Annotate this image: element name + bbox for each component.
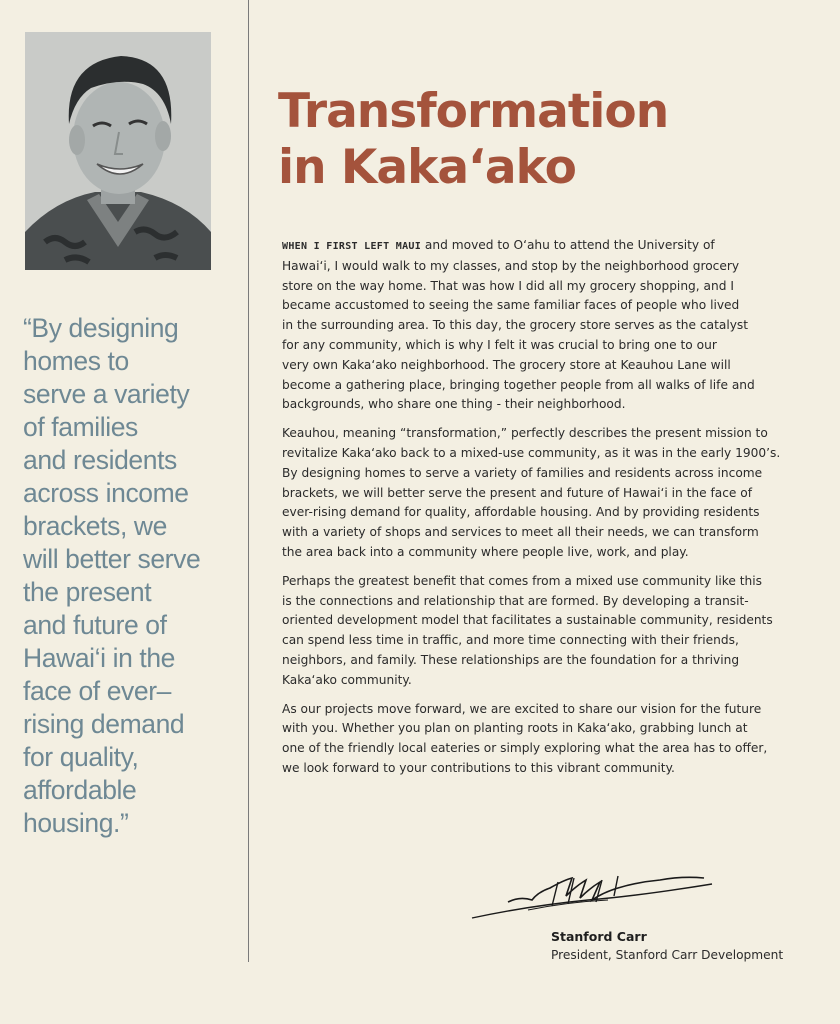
body-line: became accustomed to seeing the same familiar faces of people who lived (282, 298, 740, 313)
body-line: By designing homes to serve a variety of families and residents across income (282, 465, 763, 480)
body-line: with a variety of shops and services to meet all their needs, we can transform (282, 525, 759, 540)
body-line: become a gathering place, bringing together people from all walks of life and (282, 377, 755, 392)
body-line: can spend less time in traffic, and more time connecting with their friends, (282, 633, 739, 648)
quote-line: “By designing (23, 313, 179, 343)
quote-line: serve a variety (23, 379, 190, 409)
quote-line: the present (23, 577, 152, 607)
quote-line: will better serve (23, 544, 201, 574)
article-title (278, 84, 818, 196)
body-line: Hawai‘i, I would walk to my classes, and stop by the neighborhood grocery (282, 258, 740, 273)
body-line: store on the way home. That was how I did all my grocery shopping, and I (282, 278, 734, 293)
author-portrait (25, 32, 211, 270)
quote-line: for quality, (23, 742, 139, 772)
body-line: one of the friendly local eateries or simply exploring what the area has to offer, (282, 741, 768, 756)
body-line: we look forward to your contributions to this vibrant community. (282, 760, 675, 775)
body-line: backgrounds, who share one thing - their neighborhood. (282, 397, 626, 412)
body-line: brackets, we will better serve the present and future of Hawai‘i in the face of (282, 485, 753, 500)
body-line: neighbors, and family. These relationships are the foundation for a thriving (282, 652, 740, 667)
body-line (282, 236, 814, 257)
body-line-text: and moved to O‘ahu to attend the University of (421, 238, 715, 252)
body-line: Keauhou, meaning “transformation,” perfectly describes the present mission to (282, 426, 768, 441)
body-line: very own Kaka‘ako neighborhood. The grocery store at Keauhou Lane will (282, 357, 731, 372)
title-line: Transformation (278, 84, 669, 139)
quote-line: brackets, we (23, 511, 167, 541)
body-line: for any community, which is why I felt it was crucial to bring one to our (282, 337, 717, 352)
quote-line: Hawai‘i in the (23, 643, 176, 673)
quote-line: across income (23, 478, 189, 508)
column-divider (248, 0, 249, 962)
quote-line: homes to (23, 346, 129, 376)
author-name: Stanford Carr (551, 929, 647, 944)
body-line: As our projects move forward, we are excited to share our vision for the future (282, 701, 762, 716)
body-line: ever-rising demand for quality, affordable housing. And by providing residents (282, 505, 760, 520)
body-line: the area back into a community where people live, work, and play. (282, 544, 689, 559)
quote-line: affordable (23, 775, 137, 805)
pull-quote (23, 312, 238, 840)
body-line: with you. Whether you plan on planting roots in Kaka‘ako, grabbing lunch at (282, 721, 748, 736)
author-title: President, Stanford Carr Development (551, 948, 784, 962)
body-paragraph (282, 236, 814, 415)
body-paragraph (282, 572, 814, 691)
title-line: in Kaka‘ako (278, 140, 576, 195)
quote-line: rising demand (23, 709, 185, 739)
body-line: revitalize Kaka‘ako back to a mixed-use community, as it was in the early 1900’s. (282, 445, 781, 460)
article-body (282, 236, 814, 788)
quote-line: housing.” (23, 808, 129, 838)
quote-line: of families (23, 412, 138, 442)
body-line: is the connections and relationship that are formed. By developing a transit- (282, 593, 749, 608)
body-line: Perhaps the greatest benefit that comes from a mixed use community like this (282, 573, 762, 588)
signature-image (468, 866, 716, 928)
body-line: in the surrounding area. To this day, the grocery store serves as the catalyst (282, 318, 749, 333)
portrait-photo (25, 32, 211, 270)
body-paragraph (282, 424, 814, 563)
quote-line: and residents (23, 445, 177, 475)
quote-line: face of ever– (23, 676, 172, 706)
body-line: Kaka‘ako community. (282, 672, 412, 687)
quote-line: and future of (23, 610, 167, 640)
lead-in-text: WHEN I FIRST LEFT MAUI (282, 241, 422, 252)
body-paragraph (282, 700, 814, 779)
body-line: oriented development model that facilitates a sustainable community, residents (282, 613, 773, 628)
